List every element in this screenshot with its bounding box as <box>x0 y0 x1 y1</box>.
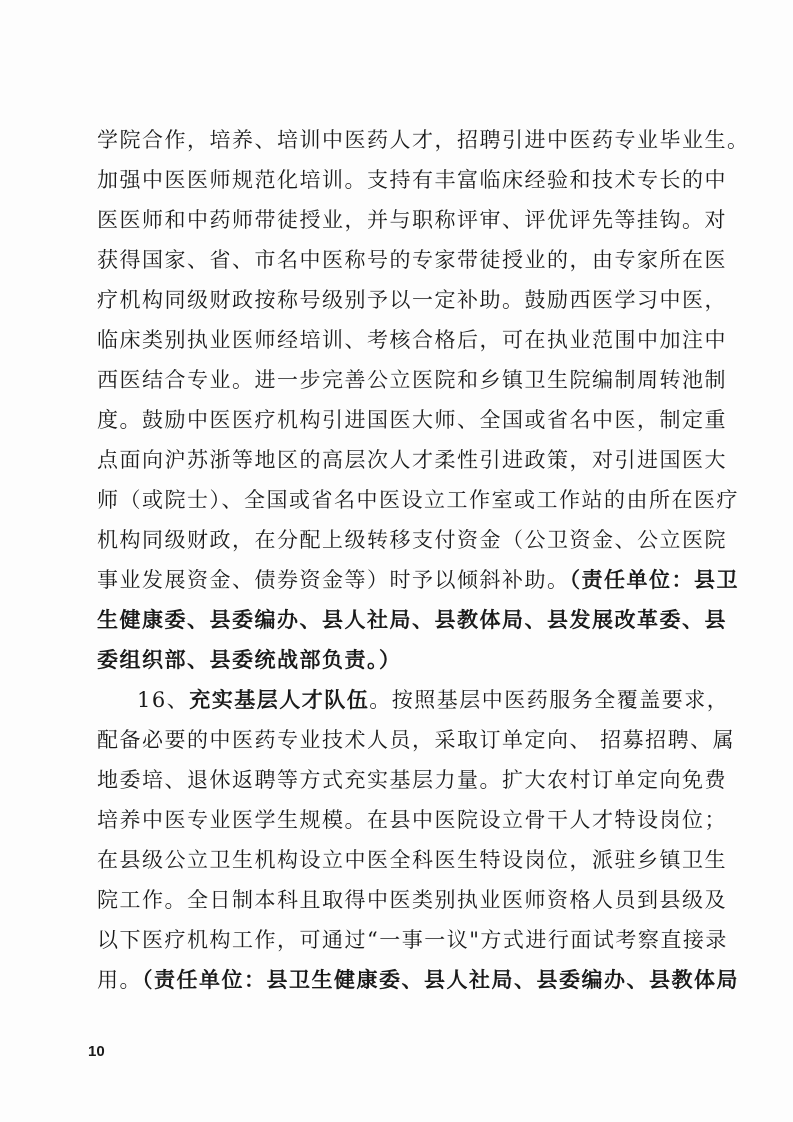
text-line: 度。鼓励中医医疗机构引进国医大师、全国或省名中医，制定重 <box>97 408 727 432</box>
page-number: 10 <box>88 1043 105 1060</box>
text-line: 加强中医医师规范化培训。支持有丰富临床经验和技术专长的中 <box>97 168 727 192</box>
text-line: 院工作。全日制本科且取得中医类别执业医师资格人员到县级及 <box>97 888 727 912</box>
text-segment: 事业发展资金、债券资金等）时予以倾斜补助。 <box>97 568 570 592</box>
text-line <box>97 560 739 600</box>
text-line: 获得国家、省、市名中医称号的专家带徒授业的，由专家所在医 <box>97 248 727 272</box>
responsibility-label: （责任单位：县卫 <box>569 568 739 592</box>
section-title: 充实基层人才队伍 <box>189 688 370 712</box>
text-line: 配备必要的中医药专业技术人员，采取订单定向、 招募招聘、属 <box>97 728 736 752</box>
responsibility-line: 委组织部、县委统战部负责。） <box>97 648 402 672</box>
text-line: 医医师和中药师带徒授业，并与职称评审、评优评先等挂钩。对 <box>97 208 727 232</box>
text-line: 培养中医专业医学生规模。在县中医院设立骨干人才特设岗位； <box>97 808 727 832</box>
text-line <box>97 960 739 1000</box>
section-heading-line <box>97 680 729 720</box>
text-line: 在县级公立卫生机构设立中医全科医生特设岗位，派驻乡镇卫生 <box>97 848 727 872</box>
text-line: 疗机构同级财政按称号级别予以一定补助。鼓励西医学习中医， <box>97 288 727 312</box>
text-segment: 。按照基层中医药服务全覆盖要求， <box>369 688 730 712</box>
text-line: 以下医疗机构工作，可通过“一事一议"方式进行面试考察直接录 <box>97 928 728 952</box>
text-line: 师（或院士）、全国或省名中医设立工作室或工作站的由所在医疗 <box>97 488 739 512</box>
text-line: 机构同级财政，在分配上级转移支付资金（公卫资金、公立医院 <box>97 528 727 552</box>
text-line: 点面向沪苏浙等地区的高层次人才柔性引进政策，对引进国医大 <box>97 448 727 472</box>
responsibility-label: （责任单位：县卫生健康委、县人社局、县委编办、县教体局 <box>142 968 739 992</box>
text-segment: 用。 <box>97 968 142 992</box>
text-line: 学院合作，培养、培训中医药人才，招聘引进中医药专业毕业生。 <box>97 128 750 152</box>
text-line: 地委培、退休返聘等方式充实基层力量。扩大农村订单定向免费 <box>97 768 727 792</box>
responsibility-line: 生健康委、县委编办、县人社局、县教体局、县发展改革委、县 <box>97 608 727 632</box>
text-line: 临床类别执业医师经培训、考核合格后，可在执业范围中加注中 <box>97 328 727 352</box>
section-number: 16、 <box>137 688 190 712</box>
text-line: 西医结合专业。进一步完善公立医院和乡镇卫生院编制周转池制 <box>97 368 727 392</box>
